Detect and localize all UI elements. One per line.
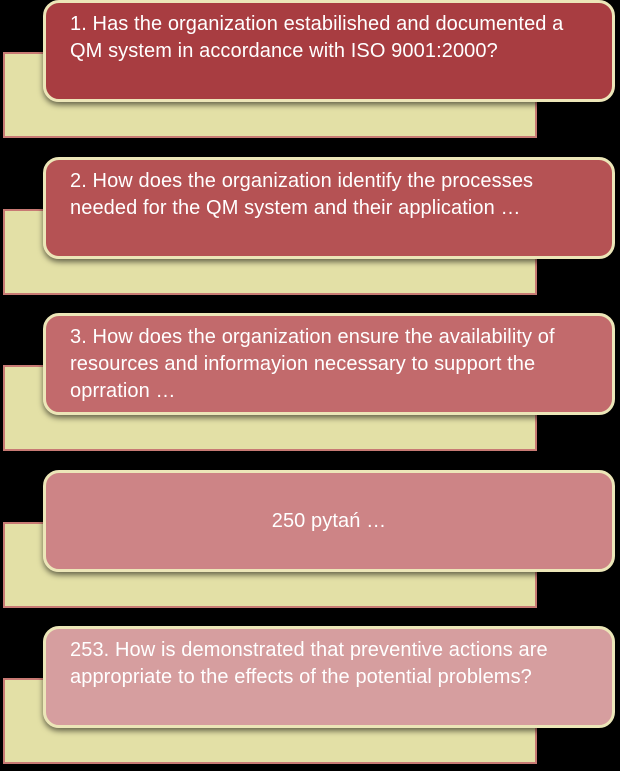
question-block-2 bbox=[0, 157, 620, 302]
question-card-2 bbox=[43, 157, 615, 259]
question-block-1 bbox=[0, 0, 620, 145]
question-card-3 bbox=[43, 313, 615, 415]
question-text-1: 1. Has the organization estabilished and documented a QM system in accordance with ISO 9001:2000? bbox=[70, 13, 564, 62]
question-block-5 bbox=[0, 626, 620, 771]
question-card-1 bbox=[43, 0, 615, 102]
question-text-3: 3. How does the organization ensure the availability of resources and informayion necessary to support the oprration … bbox=[70, 326, 555, 402]
question-block-3 bbox=[0, 313, 620, 458]
question-block-4 bbox=[0, 470, 620, 615]
question-card-4 bbox=[43, 470, 615, 572]
question-text-5: 253. How is demonstrated that preventive actions are appropriate to the effects of the potential problems? bbox=[70, 639, 548, 688]
question-card-5 bbox=[43, 626, 615, 728]
question-text-4: 250 pytań … bbox=[271, 509, 387, 532]
question-text-2: 2. How does the organization identify the processes needed for the QM system and their application … bbox=[70, 170, 534, 219]
